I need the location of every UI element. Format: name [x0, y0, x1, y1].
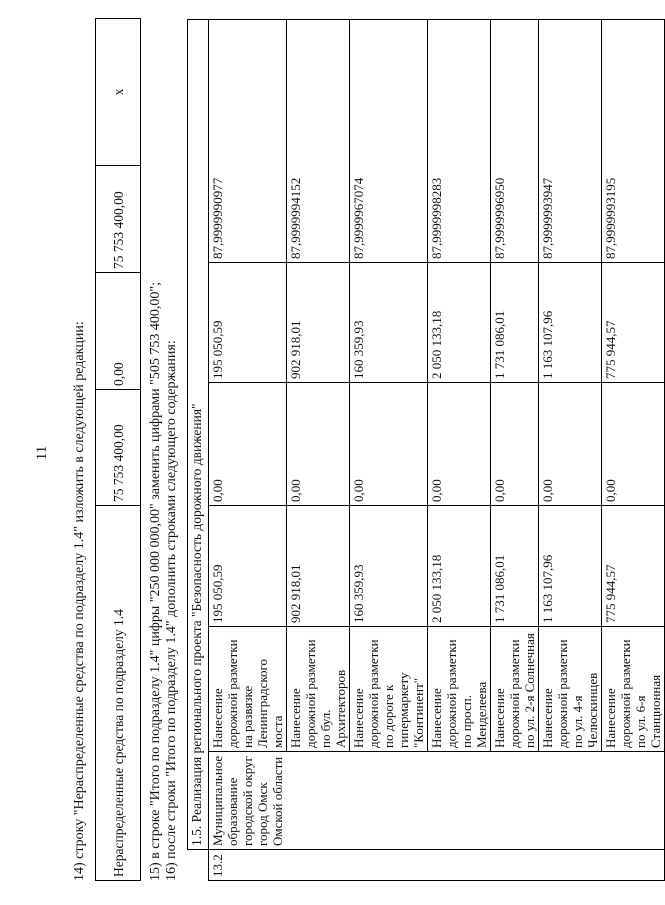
description-cell: Нанесение дорожной разметки по ул. 2-я Солнечная — [491, 627, 539, 752]
total-cell: 775 944,57 — [602, 506, 665, 627]
description-cell: Нанесение дорожной разметки по бул. Архитекторов — [287, 627, 350, 752]
row-number: 13.2 — [209, 850, 665, 881]
percent-cell: 87,9999993947 — [539, 20, 602, 263]
value-cell: 75 753 400,00 — [96, 390, 141, 506]
percent-cell: 87,9999998283 — [428, 20, 491, 263]
road-safety-project-table — [187, 19, 665, 881]
amount-b-cell: 0,00 — [428, 383, 491, 506]
page-number: 11 — [34, 445, 50, 461]
amount-c-cell: 160 359,93 — [350, 263, 428, 383]
instruction-15: 15) в строке "Итого по подразделу 1.4" цифры "250 000 000,00" заменить цифрами "505 753 400,00"; — [148, 282, 163, 881]
amount-c-cell: 902 918,01 — [287, 263, 350, 383]
description-cell: Нанесение дорожной разметки по дороге к гипермаркету "Континент" — [350, 627, 428, 752]
amount-b-cell: 0,00 — [602, 383, 665, 506]
recipient-cell: Муниципальное образование городской округ город Омск Омской области — [209, 752, 665, 850]
description-cell: Нанесение дорожной разметки по ул. 4-я Челюскинцев — [539, 627, 602, 752]
value-cell: x — [96, 19, 141, 166]
percent-cell: 87,9999990977 — [209, 20, 287, 263]
value-cell: 75 753 400,00 — [96, 166, 141, 273]
table-row — [491, 20, 539, 881]
total-cell: 195 050,59 — [209, 506, 287, 627]
table-row — [539, 20, 602, 881]
amount-b-cell: 0,00 — [539, 383, 602, 506]
total-cell: 1 163 107,96 — [539, 506, 602, 627]
value-cell: 0,00 — [96, 273, 141, 390]
amount-c-cell: 775 944,57 — [602, 263, 665, 383]
amount-c-cell: 1 731 086,01 — [491, 263, 539, 383]
amount-c-cell: 2 050 133,18 — [428, 263, 491, 383]
instruction-16: 16) после строки "Итого по подразделу 1.4" дополнить строками следующего содержания: — [164, 340, 179, 881]
section-row — [188, 20, 209, 881]
undistributed-funds-table — [95, 18, 141, 881]
description-cell: Нанесение дорожной разметки на развязке Ленинградского моста — [209, 627, 287, 752]
total-cell: 1 731 086,01 — [491, 506, 539, 627]
table-row — [602, 20, 665, 881]
amount-c-cell: 1 163 107,96 — [539, 263, 602, 383]
total-cell: 160 359,93 — [350, 506, 428, 627]
table-row — [287, 20, 350, 881]
total-cell: 902 918,01 — [287, 506, 350, 627]
row-label: Нераспределенные средства по подразделу 1.4 — [96, 506, 141, 881]
description-cell: Нанесение дорожной разметки по просп. Менделеева — [428, 627, 491, 752]
total-cell: 2 050 133,18 — [428, 506, 491, 627]
table-row — [209, 20, 287, 881]
amount-c-cell: 195 050,59 — [209, 263, 287, 383]
section-title: 1.5. Реализация регионального проекта "Безопасность дорожного движения" — [188, 20, 209, 850]
table-row — [350, 20, 428, 881]
amount-b-cell: 0,00 — [350, 383, 428, 506]
description-cell: Нанесение дорожной разметки по ул. 6-я Станционная — [602, 627, 665, 752]
percent-cell: 87,9999994152 — [287, 20, 350, 263]
percent-cell: 87,9999996950 — [491, 20, 539, 263]
amount-b-cell: 0,00 — [287, 383, 350, 506]
instruction-14: 14) строку "Нераспределенные средства по подразделу 1.4" изложить в следующей редакции: — [72, 321, 87, 881]
table-row — [96, 19, 141, 881]
amount-b-cell: 0,00 — [491, 383, 539, 506]
percent-cell: 87,9999967074 — [350, 20, 428, 263]
percent-cell: 87,9999993195 — [602, 20, 665, 263]
table-row — [428, 20, 491, 881]
amount-b-cell: 0,00 — [209, 383, 287, 506]
